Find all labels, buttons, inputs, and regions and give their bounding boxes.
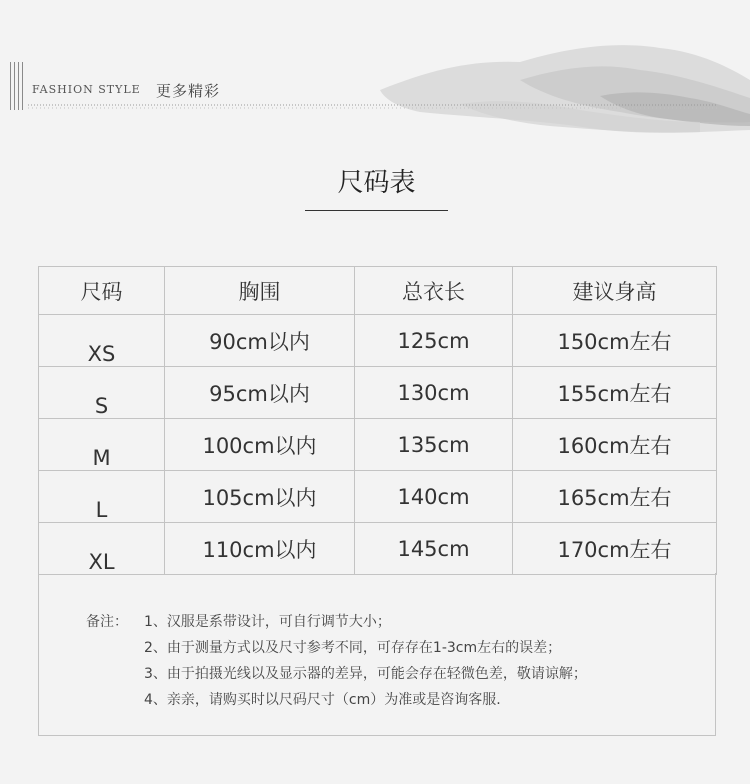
table-row	[39, 315, 717, 367]
header-divider	[28, 103, 718, 109]
brand-text: FASHION STYLE	[32, 83, 141, 96]
size-table	[38, 266, 717, 575]
height-cell: 165cm左右	[513, 471, 717, 523]
chest-cell: 95cm以内	[165, 367, 355, 419]
table-row	[39, 523, 717, 575]
size-cell: XS	[39, 315, 165, 367]
note-line: 1、汉服是系带设计，可自行调节大小；	[144, 614, 391, 630]
notes-box	[38, 573, 716, 736]
chest-cell: 90cm以内	[165, 315, 355, 367]
column-header: 胸围	[165, 267, 355, 315]
table-header-row	[39, 267, 717, 315]
decorative-bars	[10, 62, 24, 110]
table-row	[39, 419, 717, 471]
length-cell: 145cm	[355, 523, 513, 575]
column-header: 尺码	[39, 267, 165, 315]
note-line: 3、由于拍摄光线以及显示器的差异，可能会存在轻微色差，敬请谅解；	[144, 666, 587, 682]
table-row	[39, 367, 717, 419]
more-highlights-text: 更多精彩	[156, 82, 221, 100]
notes-label: 备注：	[86, 614, 128, 630]
height-cell: 150cm左右	[513, 315, 717, 367]
length-cell: 125cm	[355, 315, 513, 367]
size-cell: XL	[39, 523, 165, 575]
page-title: 尺码表	[337, 168, 416, 198]
length-cell: 130cm	[355, 367, 513, 419]
size-cell: M	[39, 419, 165, 471]
size-cell: L	[39, 471, 165, 523]
column-header: 建议身高	[513, 267, 717, 315]
note-line: 2、由于测量方式以及尺寸参考不同，可存存在1-3cm左右的误差；	[144, 640, 562, 656]
length-cell: 135cm	[355, 419, 513, 471]
note-line: 4、亲亲，请购买时以尺码尺寸（cm）为准或是咨询客服.	[144, 692, 501, 708]
column-header: 总衣长	[355, 267, 513, 315]
size-cell: S	[39, 367, 165, 419]
title-underline	[305, 210, 448, 211]
length-cell: 140cm	[355, 471, 513, 523]
height-cell: 155cm左右	[513, 367, 717, 419]
chest-cell: 100cm以内	[165, 419, 355, 471]
height-cell: 170cm左右	[513, 523, 717, 575]
chest-cell: 105cm以内	[165, 471, 355, 523]
height-cell: 160cm左右	[513, 419, 717, 471]
chest-cell: 110cm以内	[165, 523, 355, 575]
table-row	[39, 471, 717, 523]
